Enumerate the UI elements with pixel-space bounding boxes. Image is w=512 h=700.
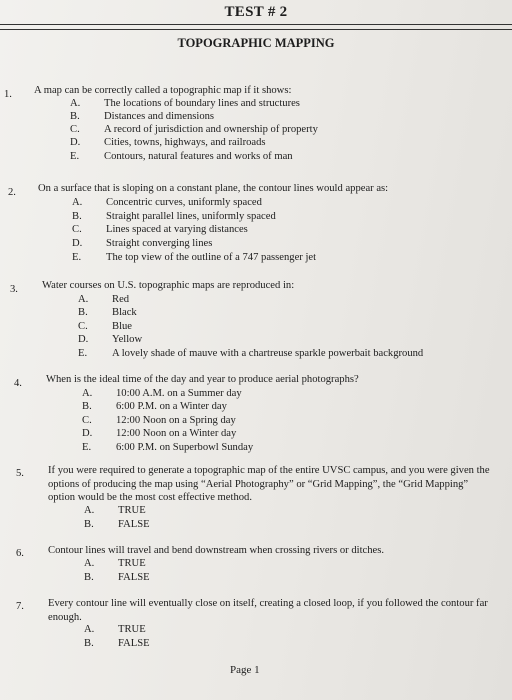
option-a: A. TRUE — [84, 558, 146, 569]
question-number: 4. — [14, 378, 22, 389]
question-text: A map can be correctly called a topographic map if it shows: — [34, 85, 292, 96]
option-a: A. TRUE — [84, 624, 146, 635]
question-number: 2. — [8, 187, 16, 198]
option-a: A. Red — [78, 294, 130, 305]
question-number: 5. — [16, 468, 24, 479]
option-c: C. Blue — [78, 321, 133, 332]
option-c: C. A record of jurisdiction and ownership of property — [70, 124, 318, 135]
title-rule-bottom — [0, 29, 512, 30]
option-b: B. FALSE — [84, 519, 150, 530]
option-e: E. 6:00 P.M. on Superbowl Sunday — [82, 442, 254, 453]
question-text: On a surface that is sloping on a constant plane, the contour lines would appear as: — [38, 183, 389, 194]
page-subtitle: TOPOGRAPHIC MAPPING — [177, 36, 335, 50]
option-c: C. 12:00 Noon on a Spring day — [82, 415, 236, 426]
option-b: B. FALSE — [84, 638, 150, 649]
option-b: B. FALSE — [84, 572, 150, 583]
option-a: A. The locations of boundary lines and structures — [70, 98, 300, 109]
option-d: D. Cities, towns, highways, and railroads — [70, 137, 266, 148]
option-e: E. The top view of the outline of a 747 passenger jet — [72, 252, 317, 263]
option-e: E. Contours, natural features and works of man — [70, 151, 293, 162]
option-c: C. Lines spaced at varying distances — [72, 224, 248, 235]
option-e: E. A lovely shade of mauve with a chartreuse sparkle powerbait background — [78, 348, 424, 359]
option-a: A. Concentric curves, uniformly spaced — [72, 197, 262, 208]
page-number: Page 1 — [230, 664, 260, 676]
question-text: When is the ideal time of the day and year to produce aerial photographs? — [46, 374, 359, 385]
question-number: 1. — [4, 89, 12, 100]
option-a: A. 10:00 A.M. on a Summer day — [82, 388, 242, 399]
option-d: D. 12:00 Noon on a Winter day — [82, 428, 237, 439]
page-title: TEST # 2 — [224, 4, 288, 20]
question-number: 7. — [16, 601, 24, 612]
question-number: 6. — [16, 548, 24, 559]
option-d: D. Straight converging lines — [72, 238, 213, 249]
option-a: A. TRUE — [84, 505, 146, 516]
question-text: Every contour line will eventually close on itself, creating a closed loop, if you followed the contour far enough. — [48, 598, 488, 623]
option-b: B. Distances and dimensions — [70, 111, 215, 122]
title-rule-top — [0, 24, 512, 25]
question-text: If you were required to generate a topographic map of the entire UVSC campus, and you were given the options of producing the map using “Aerial Photography” or “Grid Mapping”, the “Grid Mapping” option would be the most cost effective method. — [48, 465, 490, 504]
question-text: Water courses on U.S. topographic maps are reproduced in: — [42, 280, 295, 291]
question-number: 3. — [10, 284, 18, 295]
option-d: D. Yellow — [78, 334, 143, 345]
option-b: B. Straight parallel lines, uniformly spaced — [72, 211, 276, 222]
option-b: B. 6:00 P.M. on a Winter day — [82, 401, 227, 412]
question-text: Contour lines will travel and bend downstream when crossing rivers or ditches. — [48, 545, 384, 556]
option-b: B. Black — [78, 307, 137, 318]
